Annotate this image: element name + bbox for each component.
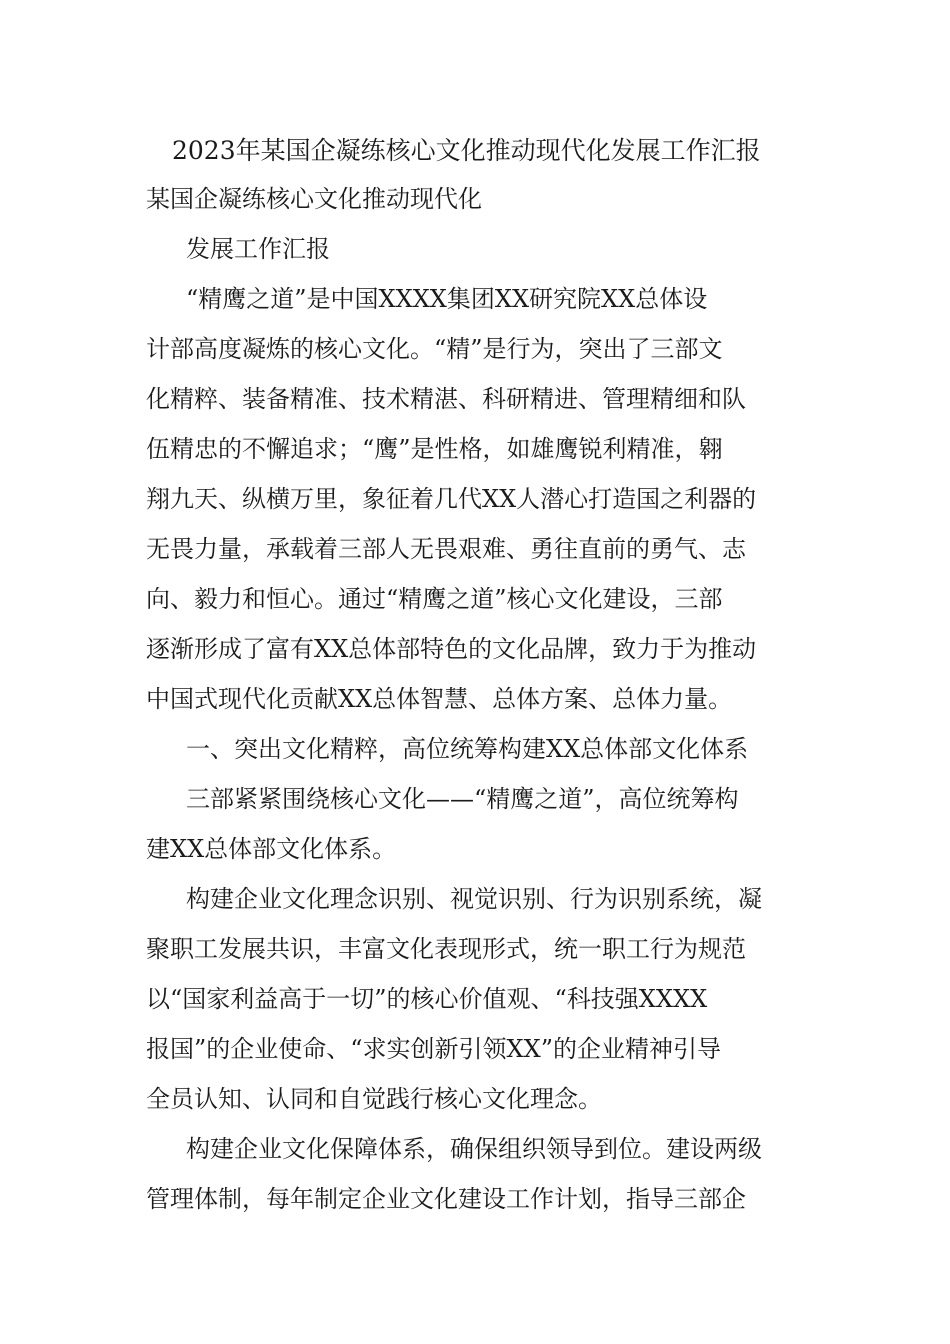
paragraph-line: 构建企业文化保障体系，确保组织领导到位。建设两级	[186, 1135, 762, 1163]
paragraph-line: 无畏力量，承载着三部人无畏艰难、勇往直前的勇气、志	[146, 535, 746, 563]
paragraph-line: 伍精忠的不懈追求；“鹰”是性格，如雄鹰锐利精准，翱	[146, 435, 723, 463]
paragraph-line: 报国”的企业使命、“求实创新引领XX”的企业精神引导	[146, 1035, 721, 1063]
paragraph-line: 逐渐形成了富有XX总体部特色的文化品牌，致力于为推动	[146, 635, 757, 663]
paragraph-line: 以“国家利益高于一切”的核心价值观、“科技强XXXX	[146, 985, 708, 1013]
paragraph-line: 建XX总体部文化体系。	[146, 835, 397, 863]
paragraph-line: 翔九天、纵横万里，象征着几代XX人潜心打造国之利器的	[146, 485, 757, 513]
paragraph-line: 计部高度凝炼的核心文化。“精”是行为，突出了三部文	[146, 335, 723, 363]
paragraph-line: 管理体制，每年制定企业文化建设工作计划，指导三部企	[146, 1185, 746, 1213]
title-line-1: 某国企凝练核心文化推动现代化	[146, 185, 482, 213]
section-heading: 一、突出文化精粹，高位统筹构建XX总体部文化体系	[186, 735, 749, 763]
paragraph-line: “精鹰之道”是中国XXXX集团XX研究院XX总体设	[186, 285, 708, 313]
document-title: 2023年某国企凝练核心文化推动现代化发展工作汇报	[172, 136, 761, 165]
paragraph-line: 全员认知、认同和自觉践行核心文化理念。	[146, 1085, 602, 1113]
paragraph-line: 向、毅力和恒心。通过“精鹰之道”核心文化建设，三部	[146, 585, 723, 613]
paragraph-line: 三部紧紧围绕核心文化——“精鹰之道”，高位统筹构	[186, 785, 739, 813]
paragraph-line: 化精粹、装备精准、技术精湛、科研精进、管理精细和队	[146, 385, 746, 413]
title-line-2: 发展工作汇报	[186, 235, 330, 263]
paragraph-line: 构建企业文化理念识别、视觉识别、行为识别系统，凝	[186, 885, 762, 913]
paragraph-line: 聚职工发展共识，丰富文化表现形式，统一职工行为规范	[146, 935, 746, 963]
paragraph-line: 中国式现代化贡献XX总体智慧、总体方案、总体力量。	[146, 685, 733, 713]
